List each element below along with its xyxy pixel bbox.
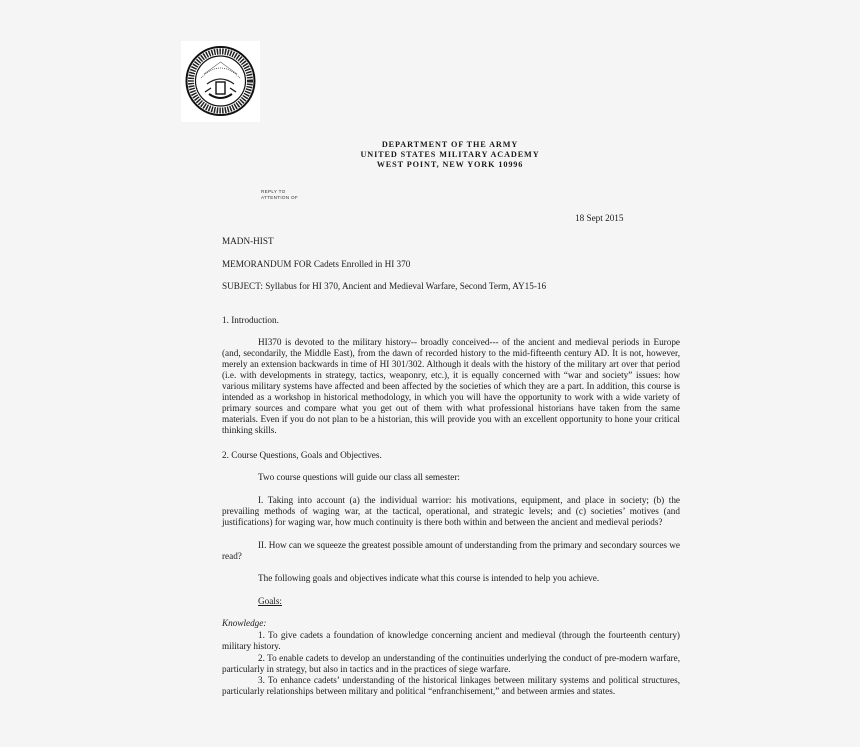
- knowledge-item-1: [222, 630, 680, 652]
- question-1-text: I. Taking into account (a) the individual warrior: his motivations, equipment, and place in society; (b) the prevailing methods of waging war, at the tactical, operational, and strategic levels; and (c) societies’ motives (and justifications) for waging war, how much continuity is there both within and between the ancient and medieval periods?: [222, 495, 680, 527]
- goals-label: Goals:: [258, 596, 282, 606]
- intro-paragraph: [222, 337, 680, 436]
- seal-image: [181, 41, 260, 122]
- goals-intro: The following goals and objectives indicate what this course is intended to help you achieve.: [258, 573, 600, 583]
- letterhead-line-2: UNITED STATES MILITARY ACADEMY: [360, 150, 540, 159]
- letterhead-line-3: WEST POINT, NEW YORK 10996: [376, 160, 524, 169]
- question-1: [222, 495, 680, 528]
- subject-line: SUBJECT: Syllabus for HI 370, Ancient and Medieval Warfare, Second Term, AY15-16: [222, 281, 547, 291]
- questions-intro: Two course questions will guide our class all semester:: [258, 472, 460, 482]
- knowledge-label: Knowledge:: [222, 618, 267, 628]
- letterhead-line-1: DEPARTMENT OF THE ARMY: [381, 140, 519, 149]
- question-2-text: II. How can we squeeze the greatest possible amount of understanding from the primary and secondary sources we read?: [222, 540, 680, 561]
- reply-to-label: [261, 189, 298, 200]
- office-symbol: MADN-HIST: [222, 236, 274, 246]
- knowledge-1-text: 1. To give cadets a foundation of knowledge concerning ancient and medieval (through the fourteenth century) military history.: [222, 630, 680, 651]
- reply-to-line-1: REPLY TO: [261, 189, 286, 194]
- question-2: [222, 540, 680, 562]
- intro-heading: 1. Introduction.: [222, 315, 279, 325]
- goals-heading: 2. Course Questions, Goals and Objectives.: [222, 450, 382, 460]
- knowledge-2-text: 2. To enable cadets to develop an understanding of the continuities underlying the conduct of pre-modern warfare, particularly in strategy, but also in tactics and in the practices of siege warfare.: [222, 653, 680, 674]
- knowledge-3-text: 3. To enhance cadets’ understanding of the historical linkages between military systems and political structures, particularly relationships between military and political “enfranchisement,” and between armies and states.: [222, 675, 680, 696]
- reply-to-line-2: ATTENTION OF: [261, 194, 298, 200]
- memorandum-for: MEMORANDUM FOR Cadets Enrolled in HI 370: [222, 259, 411, 269]
- intro-body: HI370 is devoted to the military history-- broadly conceived--- of the ancient and medieval periods in Europe (and, secondarily, the Middle East), from the dawn of recorded history to the mid-fifteenth century AD. It is not, however, merely an extension backwards in time of HI 301/302. Although it deals with the history of the military art over that period (i.e. with developments in strategy, tactics, weaponry, etc.), it is equally concerned with “war and society” issues: how various military systems have affected and been affected by the societies of which they are a part. In addition, this course is intended as a workshop in historical methodology, in which you will have the opportunity to work with a wide variety of primary sources and compare what you get out of them with what professional historians have taken from the same materials. Even if you do not plan to be a historian, this will provide you with an excellent opportunity to hone your critical thinking skills.: [222, 337, 680, 435]
- dod-seal-icon: [185, 44, 256, 118]
- memo-date: 18 Sept 2015: [575, 213, 624, 223]
- knowledge-item-3: [222, 675, 680, 697]
- knowledge-item-2: [222, 653, 680, 675]
